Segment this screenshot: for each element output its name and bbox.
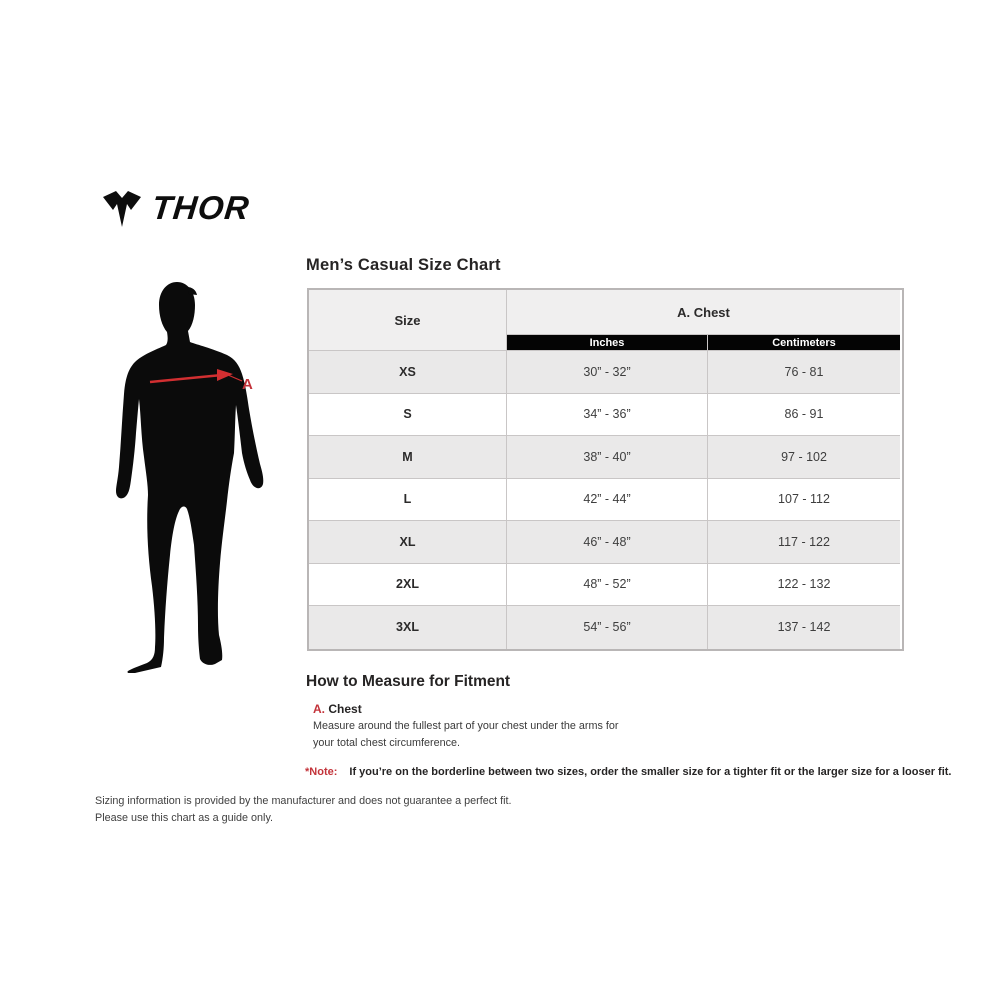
thor-horns-icon [102,188,142,228]
table-row-s-cm: 86 - 91 [708,394,900,437]
table-row-s-size: S [309,394,507,437]
brand-logo [102,188,250,228]
sizing-note-label: *Note: [305,766,338,778]
table-row-xs-cm: 76 - 81 [708,351,900,394]
disclaimer-line-1: Sizing information is provided by the manufacturer and does not guarantee a perfect fit. [95,795,512,807]
chest-measure-label: A [242,376,253,393]
column-header-size: Size [309,290,507,351]
column-header-centimeters: Centimeters [708,335,900,351]
table-row-3xl-size: 3XL [309,606,507,649]
size-chart-table [307,288,904,651]
table-row-m-inches: 38” - 40” [507,436,708,479]
silhouette-body [116,282,263,673]
sizing-note [305,766,951,778]
table-row-3xl-cm: 137 - 142 [708,606,900,649]
table-row-xl-inches: 46” - 48” [507,521,708,564]
measure-item-description: Measure around the fullest part of your chest under the arms for your total chest circumference. [313,720,619,749]
table-row-s-inches: 34” - 36” [507,394,708,437]
measure-item-key: A. [313,702,325,716]
measure-item-name: Chest [328,702,362,716]
measure-item-heading [313,702,362,716]
table-row-2xl-size: 2XL [309,564,507,607]
table-row-xl-cm: 117 - 122 [708,521,900,564]
brand-logo-text: THOR [150,189,252,226]
sizing-note-text: If you’re on the borderline between two sizes, order the smaller size for a tighter fit or the larger size for a looser fit. [349,766,952,778]
table-row-l-size: L [309,479,507,522]
disclaimer-line-2: Please use this chart as a guide only. [95,812,274,825]
male-silhouette-figure [115,281,295,673]
table-row-m-cm: 97 - 102 [708,436,900,479]
column-header-inches: Inches [507,335,708,351]
column-header-chest-group: A. Chest [507,290,900,335]
size-chart-title: Men’s Casual Size Chart [306,256,501,274]
table-row-3xl-inches: 54” - 56” [507,606,708,649]
table-row-xl-size: XL [309,521,507,564]
table-row-2xl-inches: 48” - 52” [507,564,708,607]
table-row-xs-size: XS [309,351,507,394]
disclaimer-text [95,793,512,828]
howto-measure-title: How to Measure for Fitment [306,673,511,690]
table-row-l-inches: 42” - 44” [507,479,708,522]
table-row-xs-inches: 30” - 32” [507,351,708,394]
table-row-2xl-cm: 122 - 132 [708,564,900,607]
table-row-l-cm: 107 - 112 [708,479,900,522]
table-row-m-size: M [309,436,507,479]
